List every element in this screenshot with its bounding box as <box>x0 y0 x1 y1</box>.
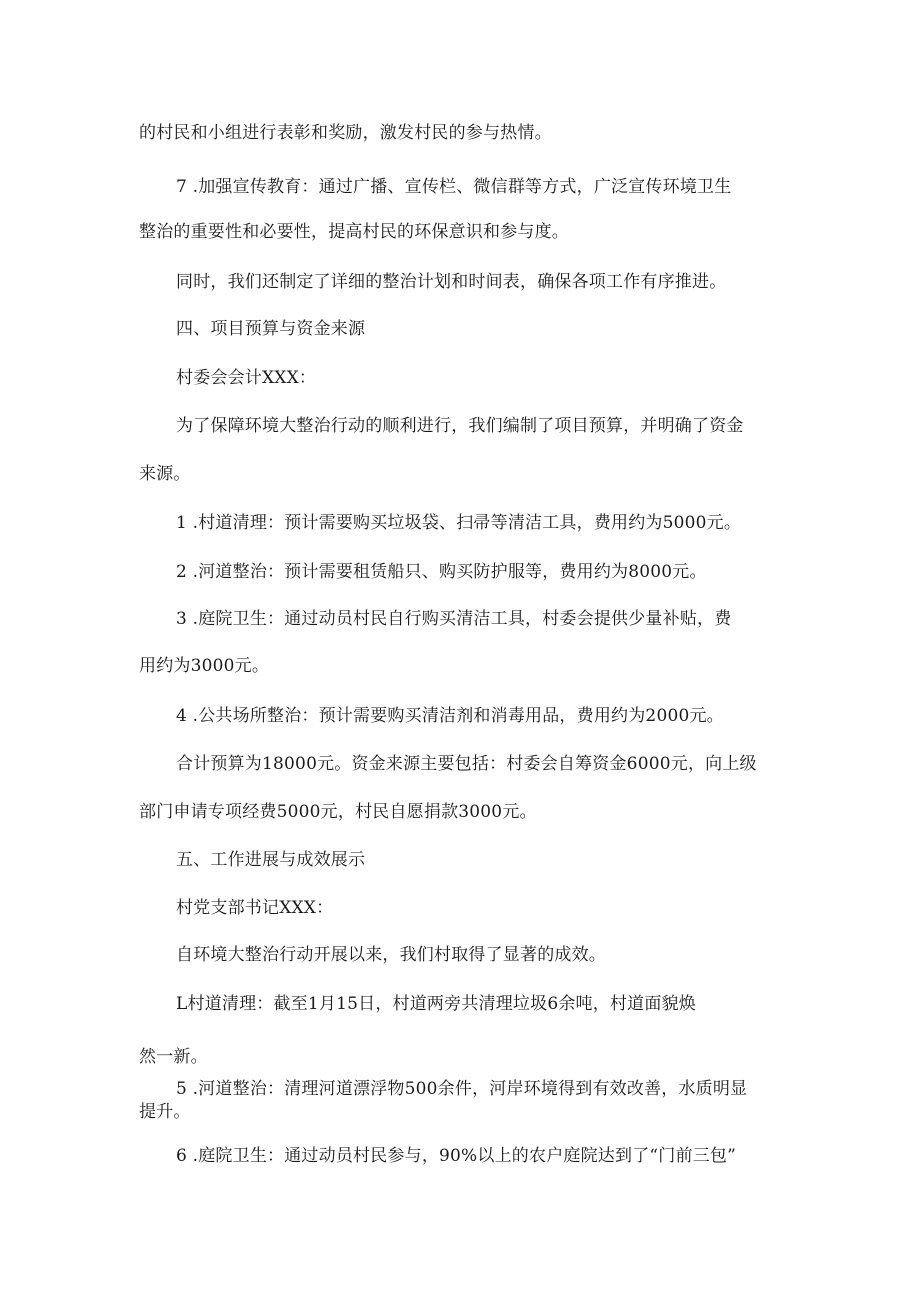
list-item: L村道清理：截至1月15日，村道两旁共清理垃圾6余吨，村道面貌焕 <box>176 994 696 1014</box>
text-line: 用约为3000元。 <box>139 656 270 676</box>
list-item: 5 .河道整治：清理河道漂浮物500余件，河岸环境得到有效改善，水质明显 <box>176 1079 748 1099</box>
speaker-label: 村委会会计XXX： <box>176 368 317 388</box>
list-item: 1 .村道清理：预计需要购买垃圾袋、扫帚等清洁工具，费用约为5000元。 <box>176 513 742 533</box>
text-line: 整治的重要性和必要性，提高村民的环保意识和参与度。 <box>139 222 569 242</box>
text-line: 7 .加强宣传教育：通过广播、宣传栏、微信群等方式，广泛宣传环境卫生 <box>176 177 732 197</box>
section-heading: 四、项目预算与资金来源 <box>176 319 366 339</box>
text-line: 提升。 <box>139 1102 191 1122</box>
text-line: 的村民和小组进行表彰和奖励，激发村民的参与热情。 <box>139 123 552 143</box>
list-item: 2 .河道整治：预计需要租赁船只、购买防护服等，费用约为8000元。 <box>176 562 707 582</box>
list-item: 3 .庭院卫生：通过动员村民自行购买清洁工具，村委会提供少量补贴，费 <box>176 609 732 629</box>
speaker-label: 村党支部书记XXX： <box>176 898 334 918</box>
list-item: 4 .公共场所整治：预计需要购买清洁剂和消毒用品，费用约为2000元。 <box>176 706 724 726</box>
text-line: 为了保障环境大整治行动的顺利进行，我们编制了项目预算，并明确了资金 <box>176 416 744 436</box>
section-heading: 五、工作进展与成效展示 <box>176 850 366 870</box>
text-line: 合计预算为18000元。资金来源主要包括：村委会自筹资金6000元，向上级 <box>176 754 757 774</box>
text-line: 然一新。 <box>139 1047 208 1067</box>
list-item: 6 .庭院卫生：通过动员村民参与，90%以上的农户庭院达到了“门前三包” <box>176 1146 736 1166</box>
text-line: 同时，我们还制定了详细的整治计划和时间表，确保各项工作有序推进。 <box>176 272 727 292</box>
text-line: 自环境大整治行动开展以来，我们村取得了显著的成效。 <box>176 945 606 965</box>
text-line: 部门申请专项经费5000元，村民自愿捐款3000元。 <box>139 802 537 822</box>
text-line: 来源。 <box>139 464 191 484</box>
